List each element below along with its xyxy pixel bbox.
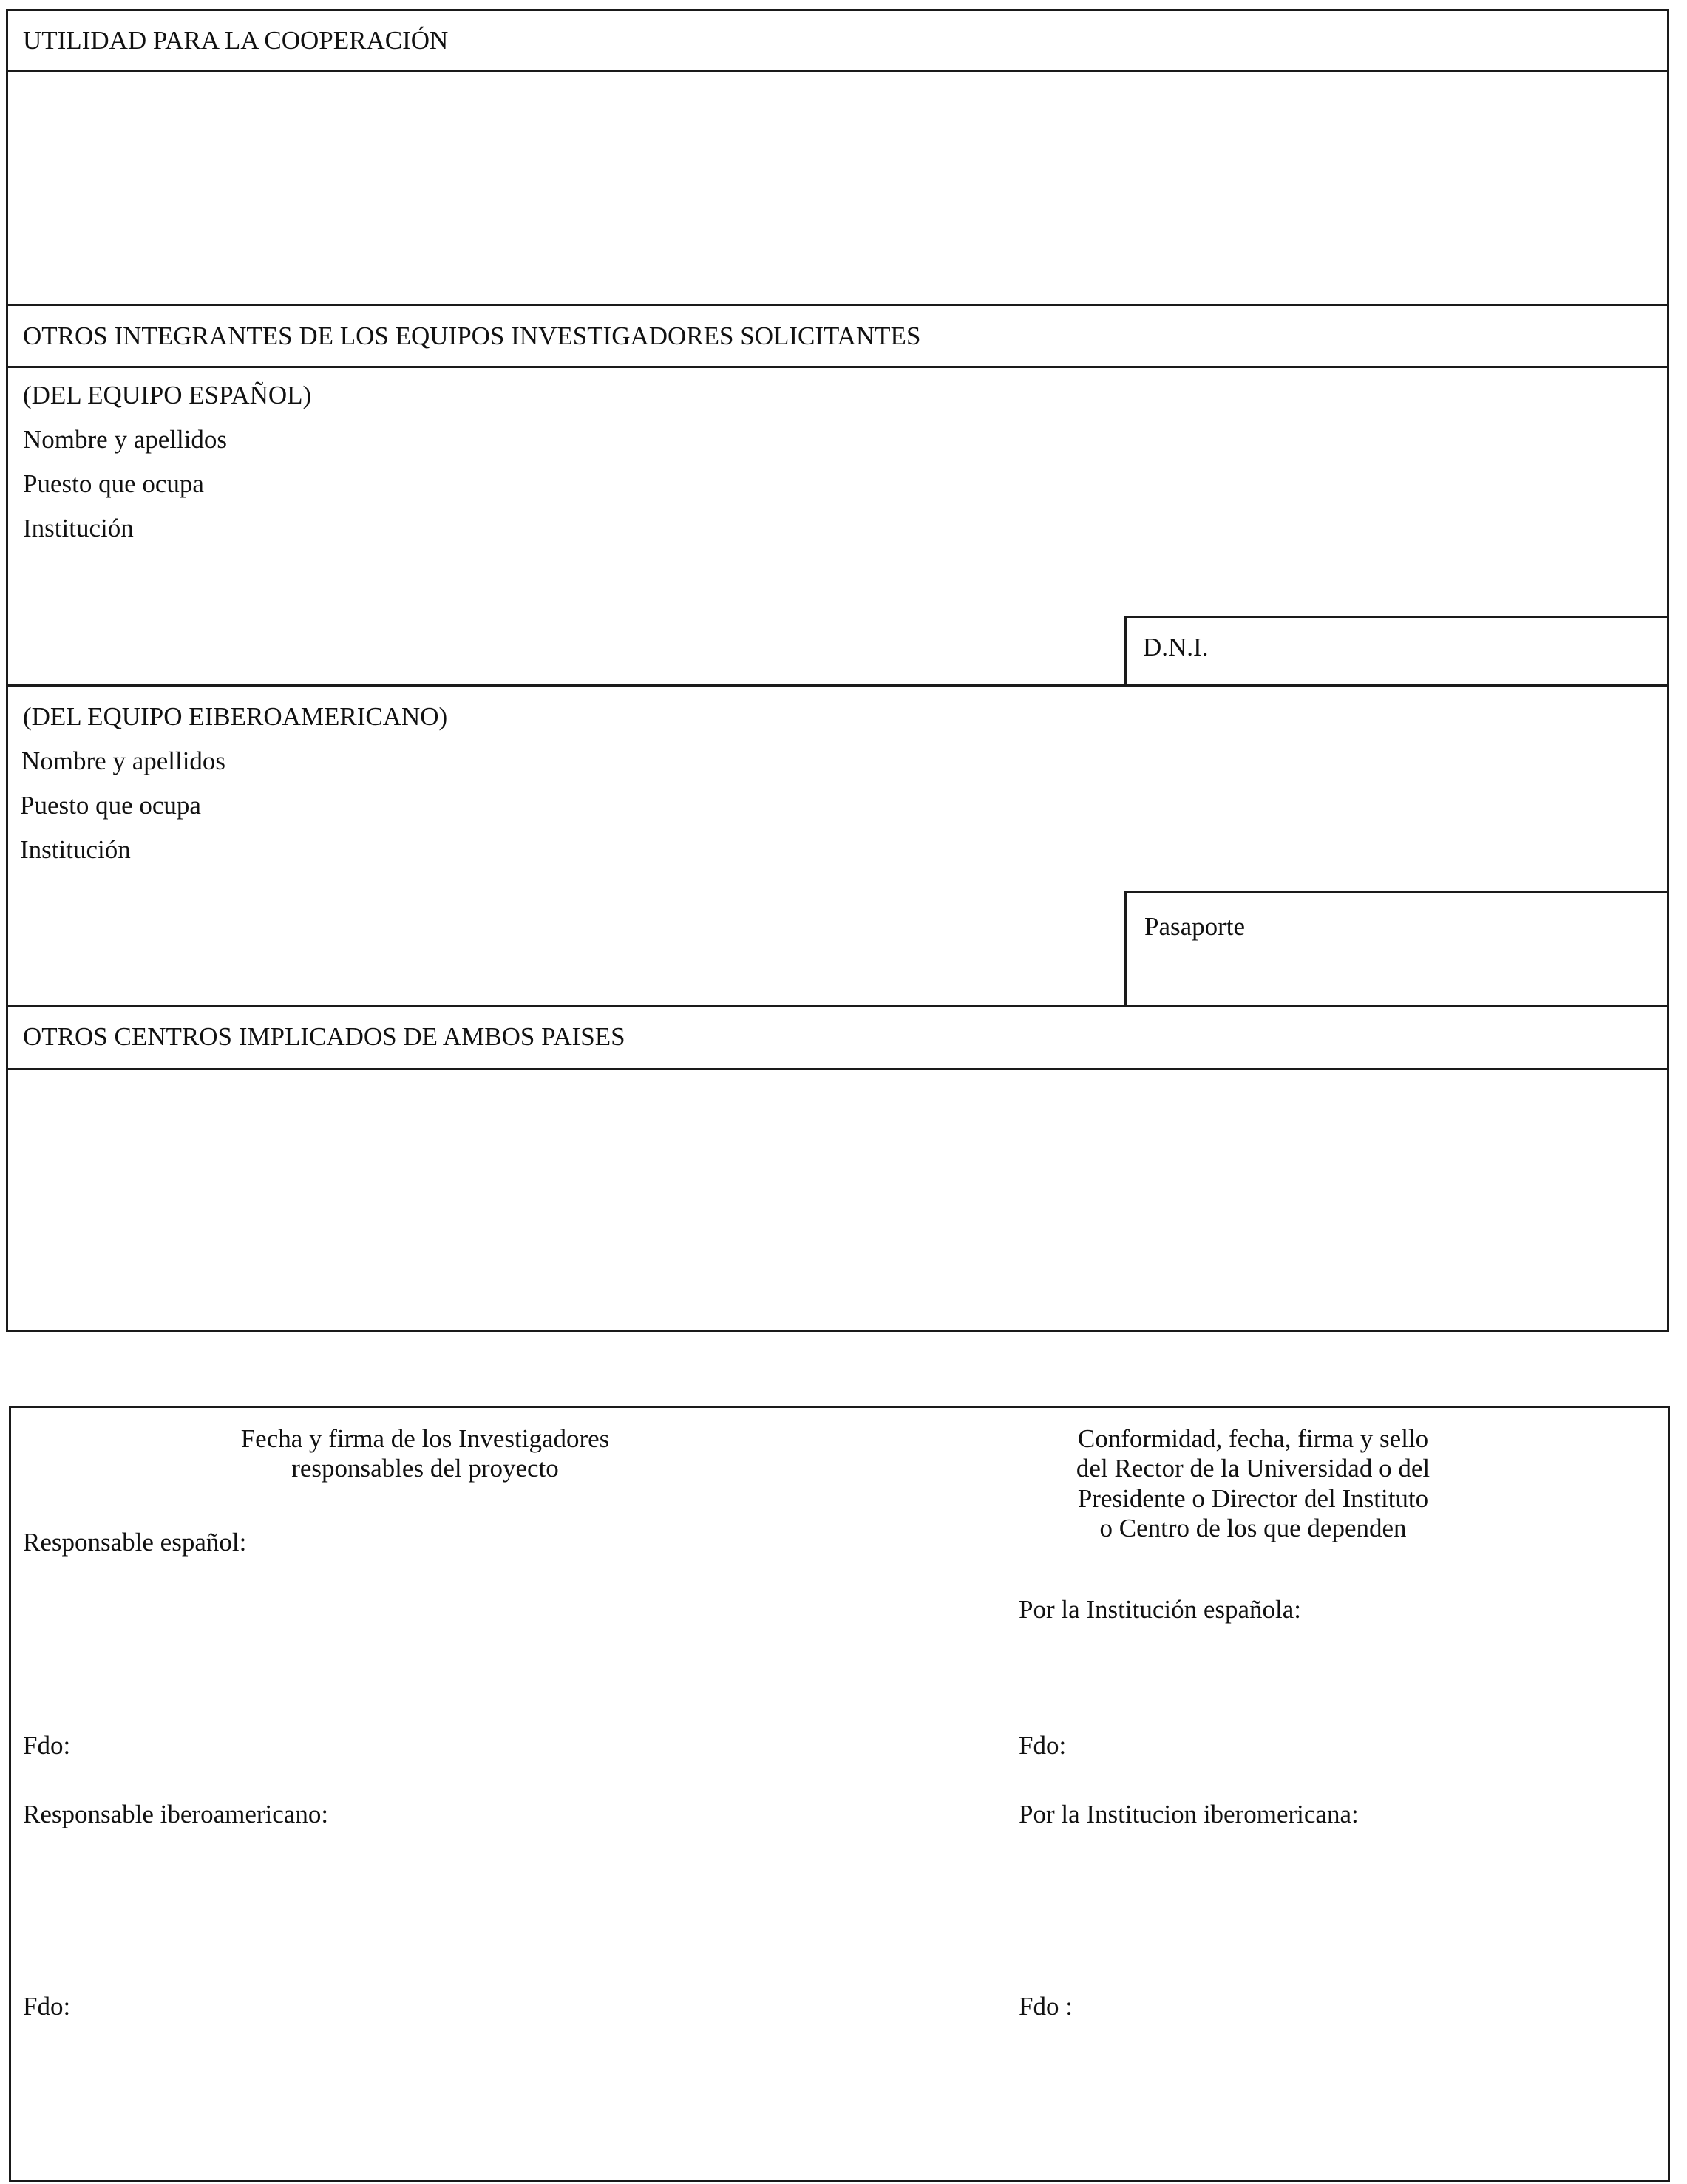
label-fdo-left-2: Fdo: <box>23 1992 71 2021</box>
label-pasaporte: Pasaporte <box>1144 912 1246 941</box>
label-institucion-ibero: Por la Institucion iberomericana: <box>1019 1800 1359 1828</box>
right-header-line-1: Conformidad, fecha, firma y sello <box>1077 1424 1429 1453</box>
label-dni: D.N.I. <box>1143 633 1209 661</box>
otros-centros-field[interactable] <box>8 1071 1667 1330</box>
signature-box <box>9 1406 1670 2182</box>
label-nombre-ibero: Nombre y apellidos <box>21 746 226 775</box>
section-title-otros-integrantes: OTROS INTEGRANTES DE LOS EQUIPOS INVESTIGADORES SOLICITANTES <box>23 322 921 350</box>
divider-integrantes-top <box>8 304 1667 306</box>
right-header-line-4: o Centro de los que dependen <box>1099 1513 1407 1542</box>
divider-centros-bottom <box>8 1068 1667 1070</box>
label-fdo-right-2: Fdo : <box>1019 1992 1073 2021</box>
dni-field[interactable] <box>1124 616 1667 684</box>
utilidad-field[interactable] <box>8 73 1667 302</box>
divider-centros-top <box>8 1005 1667 1007</box>
section-title-utilidad: UTILIDAD PARA LA COOPERACIÓN <box>23 26 449 55</box>
signature-field-responsable-espanol[interactable] <box>23 1567 910 1656</box>
label-puesto-espanol: Puesto que ocupa <box>23 469 204 498</box>
heading-equipo-espanol: (DEL EQUIPO ESPAÑOL) <box>23 381 312 409</box>
divider-espanol-bottom <box>8 684 1667 687</box>
left-header-line-2: responsables del proyecto <box>291 1454 559 1483</box>
label-institucion-espanol: Institución <box>23 514 134 542</box>
signature-field-responsable-ibero[interactable] <box>23 1840 910 1973</box>
left-header <box>181 1424 669 1484</box>
label-fdo-left-1: Fdo: <box>23 1731 71 1760</box>
heading-equipo-iberoamericano: (DEL EQUIPO EIBEROAMERICANO) <box>23 702 448 731</box>
signature-field-institucion-espanola[interactable] <box>1019 1633 1610 1722</box>
right-header <box>1002 1424 1504 1543</box>
divider-utilidad <box>8 70 1667 72</box>
pasaporte-field[interactable] <box>1124 891 1667 1005</box>
label-institucion-espanola: Por la Institución española: <box>1019 1595 1302 1624</box>
label-nombre-espanol: Nombre y apellidos <box>23 425 228 454</box>
label-responsable-espanol: Responsable español: <box>23 1528 247 1557</box>
signature-field-institucion-ibero[interactable] <box>1019 1840 1610 1973</box>
label-fdo-right-1: Fdo: <box>1019 1731 1067 1760</box>
right-header-line-3: Presidente o Director del Instituto <box>1077 1483 1429 1513</box>
label-institucion-ibero: Institución <box>20 835 131 864</box>
section-title-otros-centros: OTROS CENTROS IMPLICADOS DE AMBOS PAISES <box>23 1022 625 1051</box>
left-header-line-1: Fecha y firma de los Investigadores <box>240 1424 610 1453</box>
application-form-top <box>6 9 1669 1332</box>
divider-integrantes-bottom <box>8 366 1667 368</box>
right-header-line-2: del Rector de la Universidad o del <box>1076 1454 1430 1483</box>
label-responsable-ibero: Responsable iberoamericano: <box>23 1800 329 1828</box>
label-puesto-ibero: Puesto que ocupa <box>20 791 201 820</box>
